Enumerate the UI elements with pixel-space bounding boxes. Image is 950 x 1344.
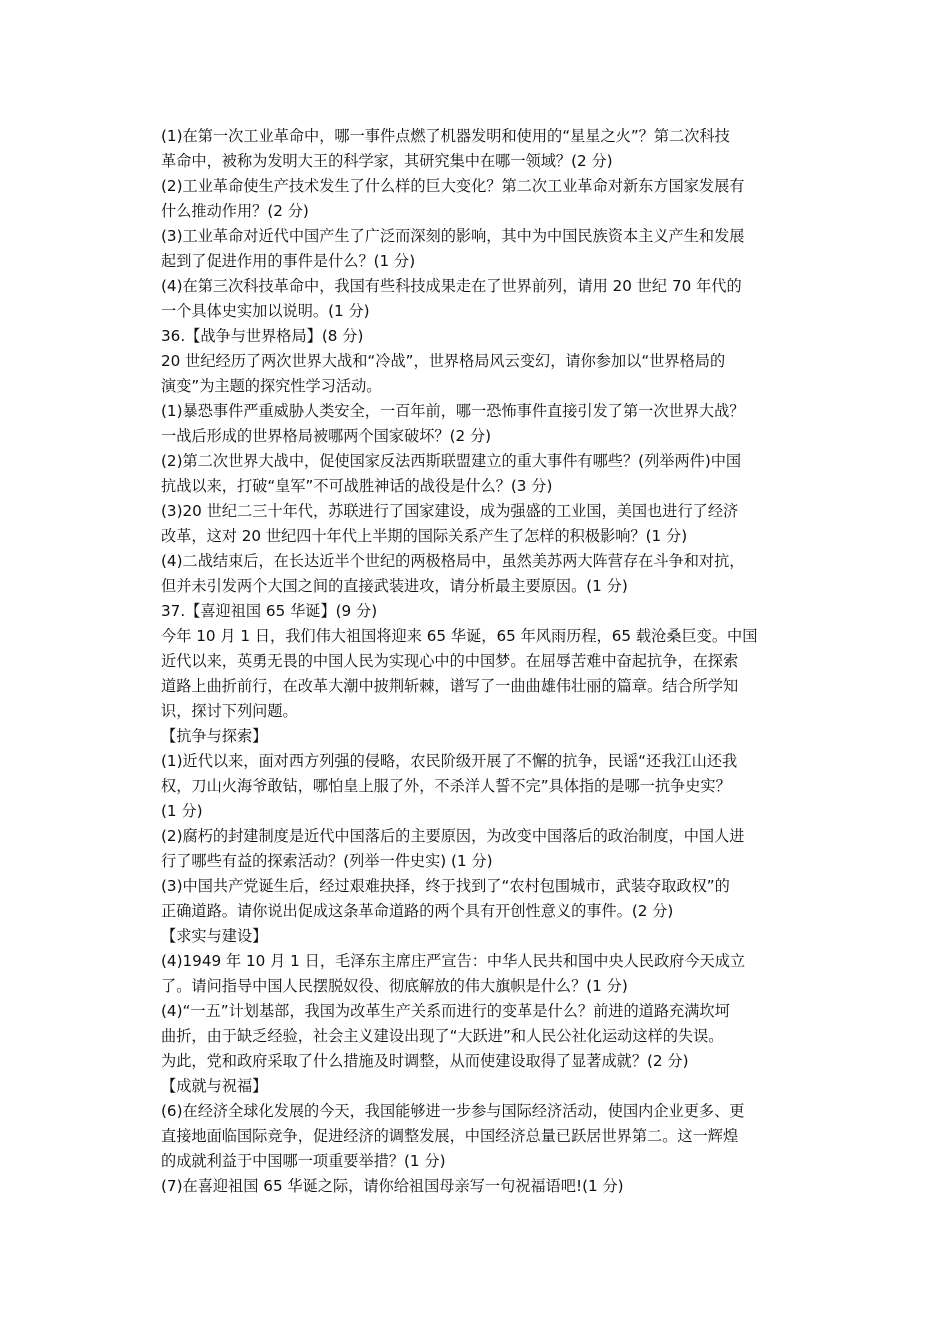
text-line: (6)在经济全球化发展的今天，我国能够进一步参与国际经济活动，使国内企业更多、更 bbox=[161, 1102, 745, 1120]
text-line: (3)中国共产党诞生后，经过艰难抉择，终于找到了“农村包围城市，武装夺取政权”的 bbox=[161, 877, 730, 895]
text-line: (4)二战结束后，在长达近半个世纪的两极格局中，虽然美苏两大阵营存在斗争和对抗， bbox=[161, 552, 745, 570]
text-line: (4)“一五”计划基部，我国为改革生产关系而进行的变革是什么？前进的道路充满坎坷 bbox=[161, 1002, 730, 1020]
section-heading-36: 36.【战争与世界格局】(8 分) bbox=[161, 327, 364, 345]
subsection-heading: 【成就与祝福】 bbox=[161, 1077, 268, 1095]
text-line: (2)第二次世界大战中，促使国家反法西斯联盟建立的重大事件有哪些？(列举两件)中国 bbox=[161, 452, 742, 470]
subsection-heading: 【求实与建设】 bbox=[161, 927, 268, 945]
text-line: 一个具体史实加以说明。(1 分) bbox=[161, 302, 370, 320]
section-heading-37: 37.【喜迎祖国 65 华诞】(9 分) bbox=[161, 602, 378, 620]
text-line: 今年 10 月 1 日，我们伟大祖国将迎来 65 华诞，65 年风雨历程，65 载沧桑巨变。中国 bbox=[161, 627, 758, 645]
text-line: 为此，党和政府采取了什么措施及时调整，从而使建设取得了显著成就？(2 分) bbox=[161, 1052, 689, 1070]
text-line: 起到了促进作用的事件是什么？(1 分) bbox=[161, 252, 416, 270]
text-line: 权，刀山火海爷敢钻，哪怕皇上服了外，不杀洋人誓不完”具体指的是哪一抗争史实？ bbox=[161, 777, 731, 795]
document-page bbox=[161, 124, 811, 1199]
text-line: 演变”为主题的探究性学习活动。 bbox=[161, 377, 382, 395]
text-line: 抗战以来，打破“皇军”不可战胜神话的战役是什么？(3 分) bbox=[161, 477, 553, 495]
subsection-heading: 【抗争与探索】 bbox=[161, 727, 268, 745]
text-line: (1)在第一次工业革命中，哪一事件点燃了机器发明和使用的“星星之火”？第二次科技 bbox=[161, 127, 730, 145]
text-line: (1)近代以来，面对西方列强的侵略，农民阶级开展了不懈的抗争，民谣“还我江山还我 bbox=[161, 752, 738, 770]
text-line: 20 世纪经历了两次世界大战和“冷战”，世界格局风云变幻，请你参加以“世界格局的 bbox=[161, 352, 726, 370]
text-line: 直接地面临国际竞争，促进经济的调整发展，中国经济总量已跃居世界第二。这一辉煌 bbox=[161, 1127, 739, 1145]
text-line: 但并未引发两个大国之间的直接武装进攻，请分析最主要原因。(1 分) bbox=[161, 577, 628, 595]
text-line: 正确道路。请你说出促成这条革命道路的两个具有开创性意义的事件。(2 分) bbox=[161, 902, 674, 920]
text-line: (1 分) bbox=[161, 802, 203, 820]
text-line: (2)工业革命使生产技术发生了什么样的巨大变化？第二次工业革命对新东方国家发展有 bbox=[161, 177, 745, 195]
text-line: 道路上曲折前行，在改革大潮中披荆斩棘，谱写了一曲曲雄伟壮丽的篇章。结合所学知 bbox=[161, 677, 739, 695]
text-line: (1)暴恐事件严重威胁人类安全，一百年前，哪一恐怖事件直接引发了第一次世界大战？ bbox=[161, 402, 745, 420]
text-line: (4)1949 年 10 月 1 日，毛泽东主席庄严宣告：中华人民共和国中央人民政府今天成立 bbox=[161, 952, 746, 970]
text-line: 曲折，由于缺乏经验，社会主义建设出现了“大跃进”和人民公社化运动这样的失误。 bbox=[161, 1027, 724, 1045]
text-line: (3)20 世纪二三十年代，苏联进行了国家建设，成为强盛的工业国，美国也进行了经济 bbox=[161, 502, 739, 520]
text-line: (7)在喜迎祖国 65 华诞之际，请你给祖国母亲写一句祝福语吧!(1 分) bbox=[161, 1177, 624, 1195]
text-line: 什么推动作用？(2 分) bbox=[161, 202, 309, 220]
text-line: (2)腐朽的封建制度是近代中国落后的主要原因，为改变中国落后的政治制度，中国人进 bbox=[161, 827, 745, 845]
text-line: 行了哪些有益的探索活动？(列举一件史实) (1 分) bbox=[161, 852, 493, 870]
text-line: 近代以来，英勇无畏的中国人民为实现心中的中国梦。在屈辱苦难中奋起抗争，在探索 bbox=[161, 652, 739, 670]
text-line: 了。请问指导中国人民摆脱奴役、彻底解放的伟大旗帜是什么？(1 分) bbox=[161, 977, 628, 995]
text-line: 革命中，被称为发明大王的科学家，其研究集中在哪一领域？(2 分) bbox=[161, 152, 613, 170]
text-line: (3)工业革命对近代中国产生了广泛而深刻的影响，其中为中国民族资本主义产生和发展 bbox=[161, 227, 745, 245]
text-line: (4)在第三次科技革命中，我国有些科技成果走在了世界前列，请用 20 世纪 70 年代的 bbox=[161, 277, 742, 295]
text-line: 改革，这对 20 世纪四十年代上半期的国际关系产生了怎样的积极影响？(1 分) bbox=[161, 527, 688, 545]
text-line: 一战后形成的世界格局被哪两个国家破坏？(2 分) bbox=[161, 427, 492, 445]
text-line: 识，探讨下列问题。 bbox=[161, 702, 298, 720]
text-line: 的成就利益于中国哪一项重要举措？(1 分) bbox=[161, 1152, 446, 1170]
